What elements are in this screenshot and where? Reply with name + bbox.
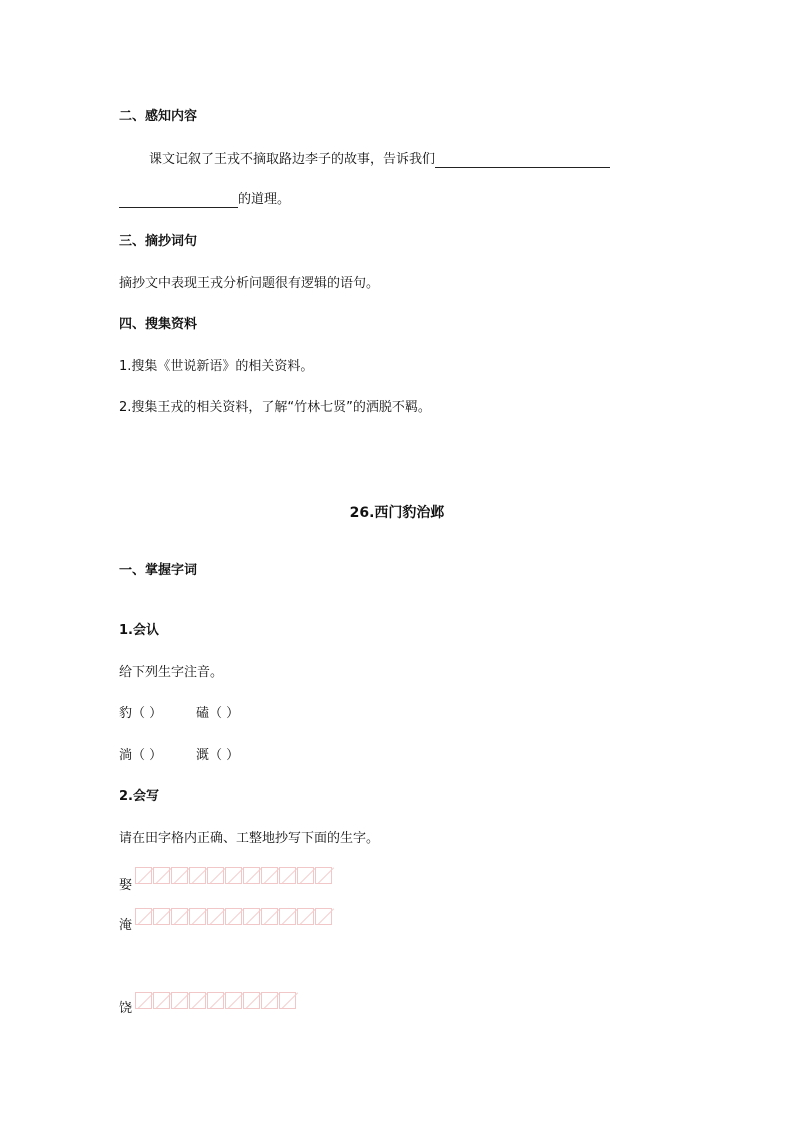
- tianzige-cell[interactable]: [153, 908, 170, 925]
- tianzige-cell[interactable]: [135, 992, 152, 1009]
- section-title-4: 四、搜集资料: [119, 317, 198, 332]
- tianzige-cell[interactable]: [315, 908, 332, 925]
- pinyin-item-4: [196, 748, 239, 764]
- pinyin-blank[interactable]: （ ）: [132, 706, 163, 721]
- tianzige-cell[interactable]: [279, 867, 296, 884]
- pinyin-char: 磕: [196, 706, 210, 721]
- tianzige-cell[interactable]: [279, 908, 296, 925]
- pinyin-char: 豹: [119, 706, 133, 721]
- tianzige-cell[interactable]: [135, 867, 152, 884]
- collect-item-1: 1.搜集《世说新语》的相关资料。: [119, 359, 314, 374]
- tianzige-cell[interactable]: [243, 992, 260, 1009]
- pinyin-instruction: 给下列生字注音。: [119, 665, 224, 680]
- writing-instruction: 请在田字格内正确、工整地抄写下面的生字。: [119, 831, 380, 846]
- tianzige-cell[interactable]: [207, 992, 224, 1009]
- tianzige-cell[interactable]: [135, 908, 152, 925]
- excerpt-instruction: 摘抄文中表现王戎分析问题很有逻辑的语句。: [119, 276, 380, 291]
- collect-item-2: 2.搜集王戎的相关资料，了解“竹林七贤”的洒脱不羁。: [119, 400, 431, 415]
- pinyin-blank[interactable]: （ ）: [209, 706, 240, 721]
- answer-blank-2[interactable]: [119, 193, 238, 208]
- subsection-recognize: 1.会认: [119, 623, 159, 638]
- summary-text-end: 的道理。: [238, 192, 291, 207]
- lesson-section-title-1: 一、掌握字词: [119, 563, 198, 578]
- answer-blank-1[interactable]: [435, 153, 610, 168]
- pinyin-blank[interactable]: （ ）: [132, 748, 163, 763]
- tianzige-cell[interactable]: [297, 867, 314, 884]
- tianzige-cell[interactable]: [261, 908, 278, 925]
- pinyin-char: 淌: [119, 748, 133, 763]
- pinyin-item-1: [119, 706, 162, 722]
- tianzige-cell[interactable]: [171, 867, 188, 884]
- writing-char-1: 娶: [119, 878, 133, 893]
- pinyin-item-3: [119, 748, 162, 764]
- tianzige-row-1[interactable]: [135, 867, 333, 884]
- writing-char-2: 淹: [119, 918, 133, 933]
- pinyin-char: 溉: [196, 748, 210, 763]
- tianzige-cell[interactable]: [243, 867, 260, 884]
- tianzige-row-2[interactable]: [135, 908, 333, 925]
- tianzige-cell[interactable]: [171, 992, 188, 1009]
- tianzige-cell[interactable]: [297, 908, 314, 925]
- tianzige-cell[interactable]: [207, 908, 224, 925]
- tianzige-cell[interactable]: [225, 992, 242, 1009]
- tianzige-cell[interactable]: [261, 867, 278, 884]
- tianzige-cell[interactable]: [153, 992, 170, 1009]
- section-title-2: 二、感知内容: [119, 109, 198, 124]
- tianzige-cell[interactable]: [153, 867, 170, 884]
- tianzige-cell[interactable]: [225, 908, 242, 925]
- summary-line: [149, 152, 610, 168]
- tianzige-cell[interactable]: [207, 867, 224, 884]
- section-title-3: 三、摘抄词句: [119, 234, 198, 249]
- summary-line-2: [119, 192, 290, 208]
- subsection-write: 2.会写: [119, 789, 159, 804]
- tianzige-cell[interactable]: [189, 908, 206, 925]
- pinyin-item-2: [196, 706, 239, 722]
- tianzige-cell[interactable]: [261, 992, 278, 1009]
- summary-text: 课文记叙了王戎不摘取路边李子的故事，告诉我们: [149, 152, 436, 167]
- tianzige-cell[interactable]: [279, 992, 296, 1009]
- tianzige-cell[interactable]: [225, 867, 242, 884]
- tianzige-cell[interactable]: [171, 908, 188, 925]
- pinyin-blank[interactable]: （ ）: [209, 748, 240, 763]
- writing-char-3: 饶: [119, 1001, 133, 1016]
- tianzige-cell[interactable]: [315, 867, 332, 884]
- tianzige-cell[interactable]: [243, 908, 260, 925]
- tianzige-cell[interactable]: [189, 992, 206, 1009]
- lesson-title: 26.西门豹治邺: [349, 505, 445, 521]
- tianzige-row-3[interactable]: [135, 992, 297, 1009]
- tianzige-cell[interactable]: [189, 867, 206, 884]
